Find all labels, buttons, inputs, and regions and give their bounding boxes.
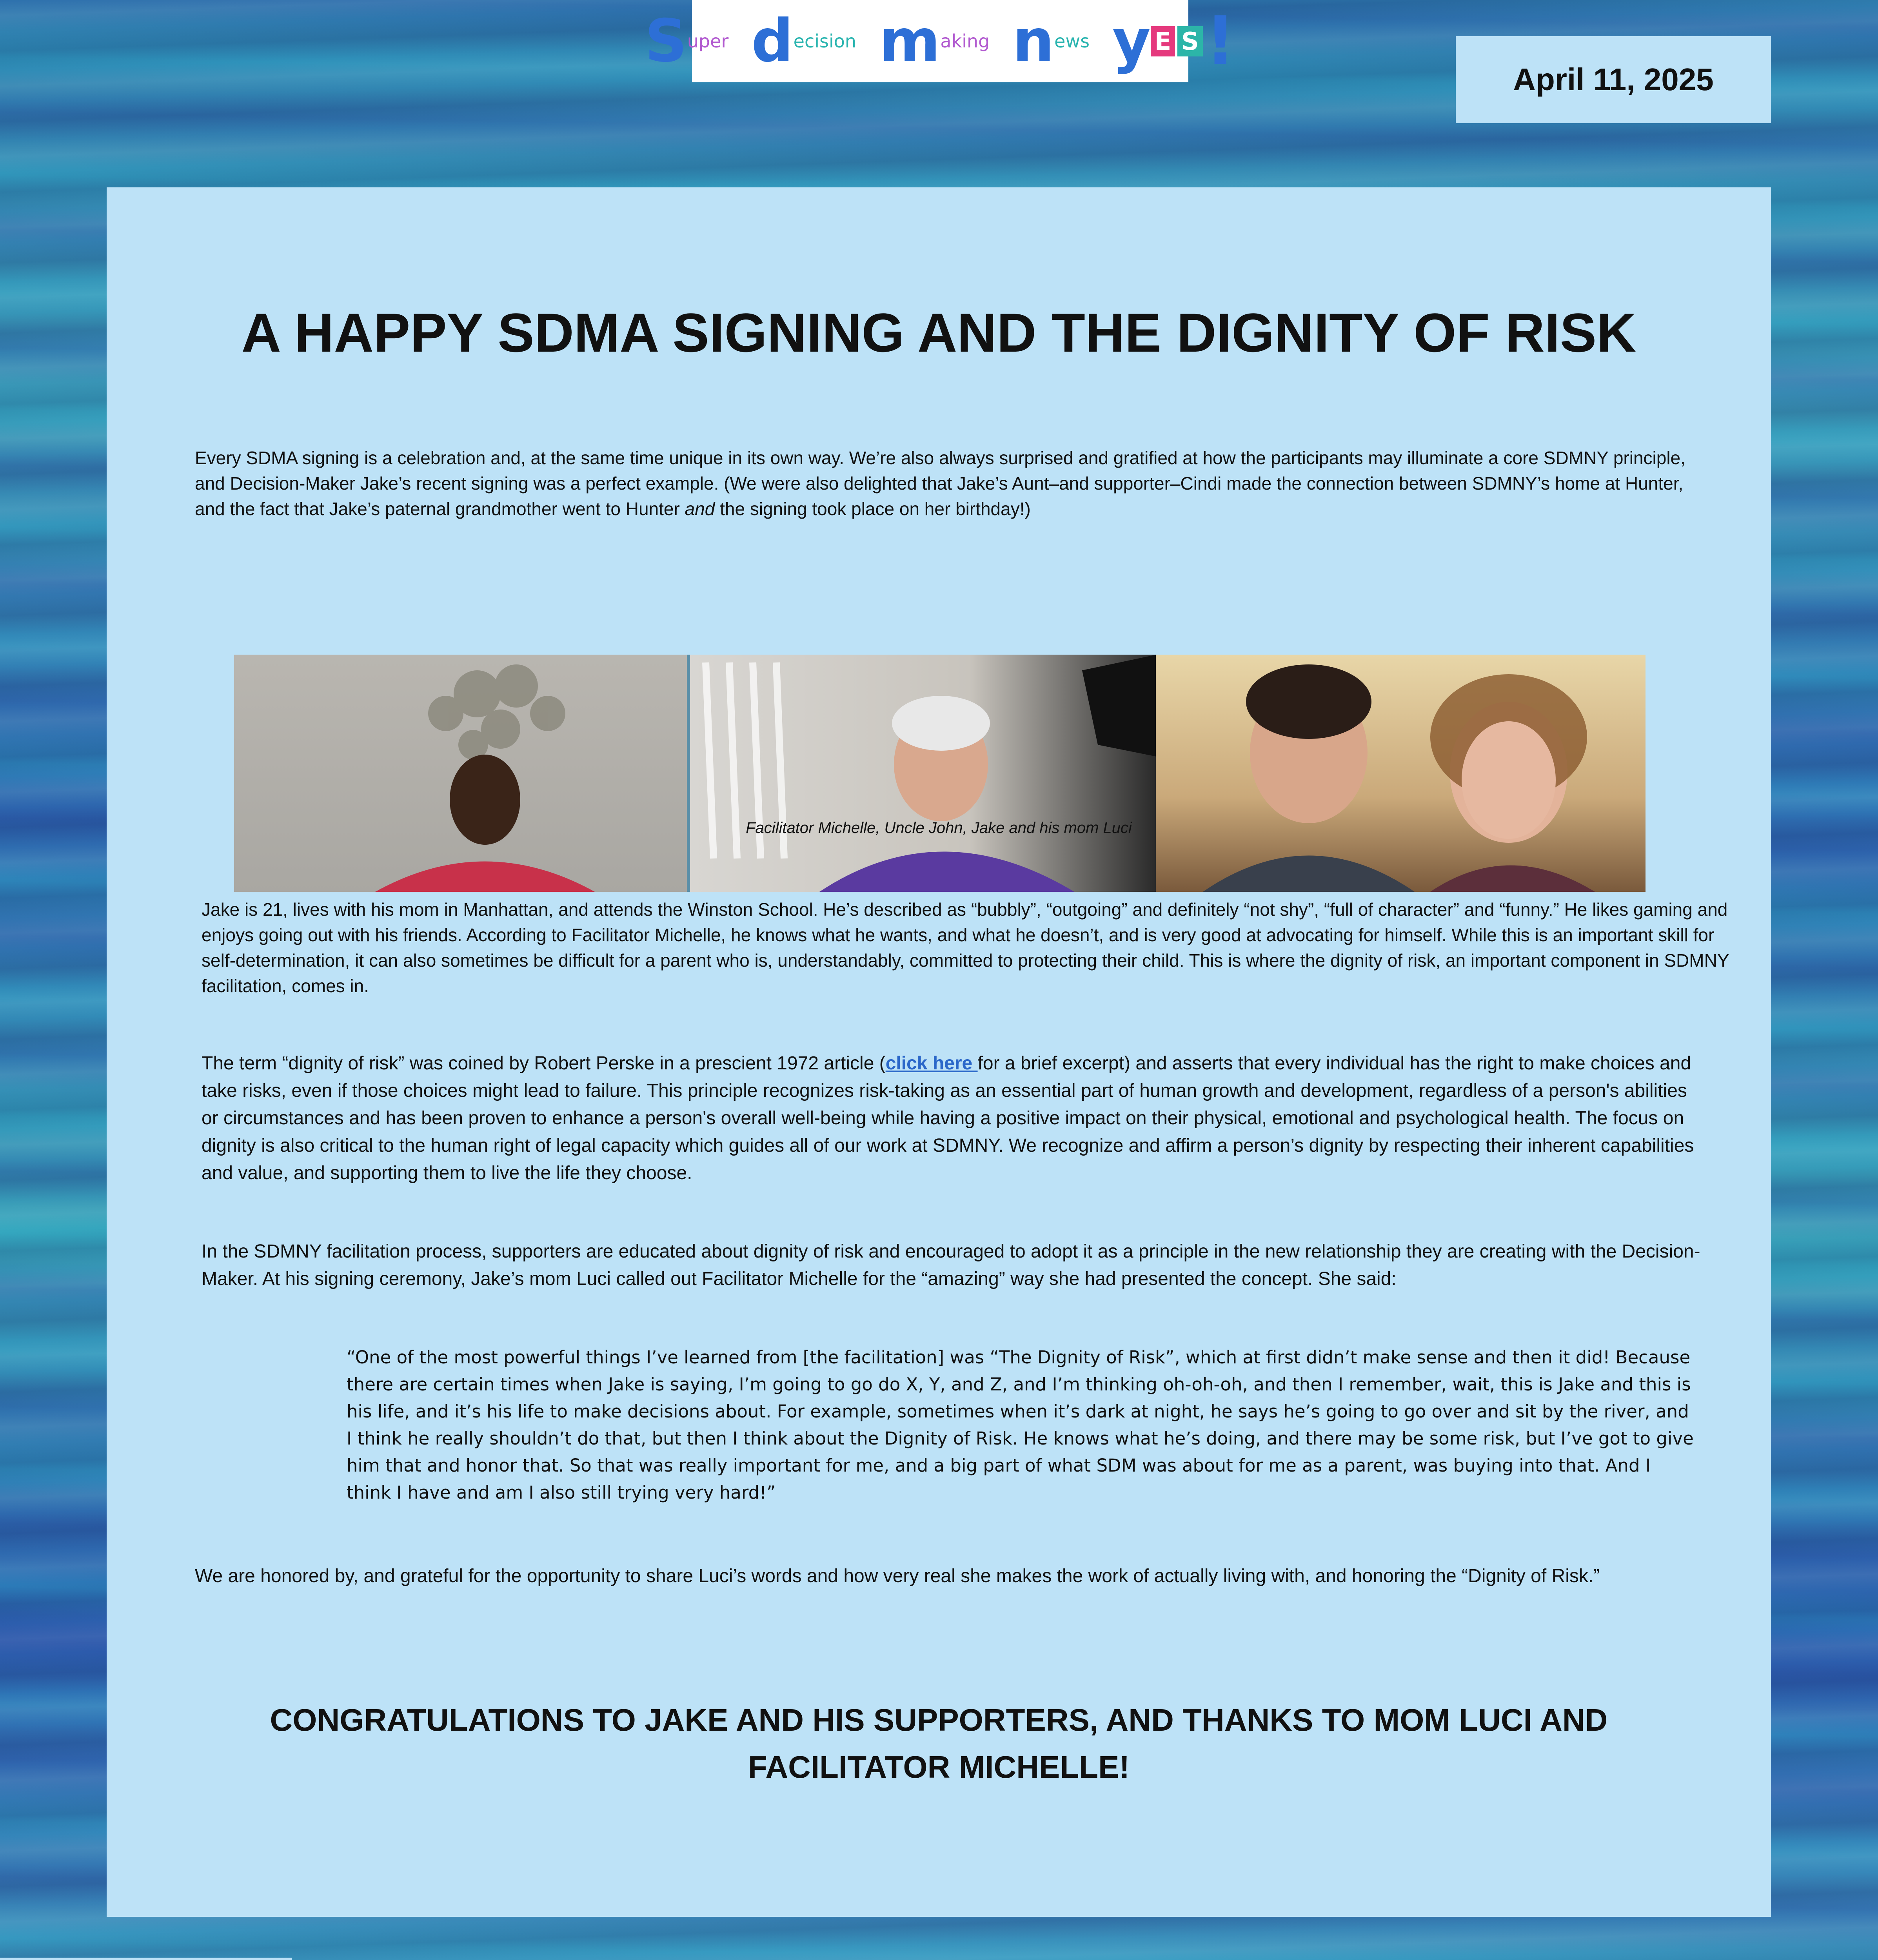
congratulations-heading: CONGRATULATIONS TO JAKE AND HIS SUPPORTERS, AND THANKS TO MOM LUCI AND FACILITATOR MICHELLE!: [270, 1702, 1608, 1784]
masthead-exclamation: !: [1205, 2, 1236, 80]
photo-uncle-john: [690, 655, 1155, 892]
masthead-n: n: [1012, 7, 1055, 75]
click-here-link[interactable]: click here: [885, 1053, 978, 1074]
photo-caption: Facilitator Michelle, Uncle John, Jake and his mom Luci: [746, 819, 1132, 837]
masthead-e-box: E: [1151, 26, 1175, 56]
luci-quote: “One of the most powerful things I’ve learned from [the facilitation] was “The Dignity of Risk”, which at first didn’t make sense and then it did! Because there are certain times when Jake is saying, I’m going to go do X, Y, and Z, and I’m thinking oh-oh-oh, and then I remember, wait, this is Jake and this is his life, and it’s his life to make decisions about. For example, sometimes when it’s dark at night, he says he’s going to go over and sit by the river, and I think he really shouldn’t do that, but then I think about the Dignity of Risk. He knows what he’s doing, and there may be some risk, but I’ve got to give him that and honor that. So that was really important for me, and a big part of what SDM was about for me as a parent, was buying into that. And I think I have and am I also still trying very hard!”: [347, 1347, 1694, 1503]
dignity-text-a: The term “dignity of risk” was coined by Robert Perske in a prescient 1972 article (: [202, 1053, 886, 1074]
sdmny-footer-logo: [0, 1958, 292, 1960]
masthead-m: m: [879, 7, 941, 75]
photo-facilitator-michelle: [234, 655, 687, 892]
dignity-of-risk-paragraph: [202, 1050, 1699, 1187]
masthead-aking: aking: [940, 31, 990, 52]
jake-paragraph: Jake is 21, lives with his mom in Manhattan, and attends the Winston School. He’s described as “bubbly”, “outgoing” and definitely “not shy”, “full of character” and “funny.” He likes gaming and enjoys going out with his friends. According to Facilitator Michelle, he knows what he wants, and what he doesn’t, and is very good at advocating for himself. While this is an important skill for self-determination, it can also sometimes be difficult for a parent who is, understandably, committed to protecting their child. This is where the dignity of risk, an important component in SDMNY facilitation, comes in.: [202, 899, 1729, 996]
photo-jake-luci-illustration: [1156, 655, 1646, 892]
masthead-uper: uper: [687, 31, 729, 52]
masthead-y: y: [1112, 7, 1151, 75]
photo-michelle-illustration: [234, 655, 687, 892]
article-title: A HAPPY SDMA SIGNING AND THE DIGNITY OF RISK: [241, 302, 1636, 363]
intro-paragraph: [195, 445, 1700, 522]
facilitation-paragraph: In the SDMNY facilitation process, supporters are educated about dignity of risk and encouraged to adopt it as a principle in the new relationship they are creating with the Decision-Maker. At his signing ceremony, Jake’s mom Luci called out Facilitator Michelle for the “amazing” way she had presented the concept. She said:: [202, 1241, 1700, 1289]
intro-text-a: Every SDMA signing is a celebration and, at the same time unique in its own way. We’re also always surprised and gratified at how the participants may illuminate a core SDMNY principle, and Decision-Maker Jake’s recent signing was a perfect example. (We were also delighted that Jake’s Aunt–and supporter–Cindi made the connection between SDMNY’s home at Hunter, and the fact that Jake’s paternal grandmother went to Hunter: [195, 448, 1685, 519]
masthead-s: S: [645, 7, 687, 75]
photo-jake-and-luci: [1156, 655, 1646, 892]
masthead-d: d: [751, 7, 794, 75]
signing-photo-strip: [234, 655, 1646, 892]
photo-john-illustration: [690, 655, 1155, 892]
intro-text-emphasis: and: [685, 499, 715, 519]
masthead-ews: ews: [1054, 31, 1090, 52]
masthead-ecision: ecision: [793, 31, 857, 52]
article-panel: [107, 187, 1771, 1917]
intro-text-b: the signing took place on her birthday!): [715, 499, 1031, 519]
masthead-s-box: S: [1177, 26, 1203, 56]
dignity-text-b: for a brief excerpt) and asserts that every individual has the right to make choices and take risks, even if those choices might lead to failure. This principle recognizes risk-taking as an essential part of human growth and development, regardless of a person's abilities or circumstances and has been proven to enhance a person's overall well-being while having a positive impact on their physical, emotional and psychological health. The focus on dignity is also critical to the human right of legal capacity which guides all of our work at SDMNY. We recognize and affirm a person’s dignity by respecting their inherent capabilities and value, and supporting them to live the life they choose.: [202, 1053, 1694, 1183]
photo-divider: [687, 655, 690, 892]
issue-date: April 11, 2025: [1456, 36, 1771, 123]
closing-paragraph: We are honored by, and grateful for the opportunity to share Luci’s words and how very real she makes the work of actually living with, and honoring the “Dignity of Risk.”: [195, 1566, 1600, 1586]
newsletter-masthead-logo: [645, 0, 1236, 82]
